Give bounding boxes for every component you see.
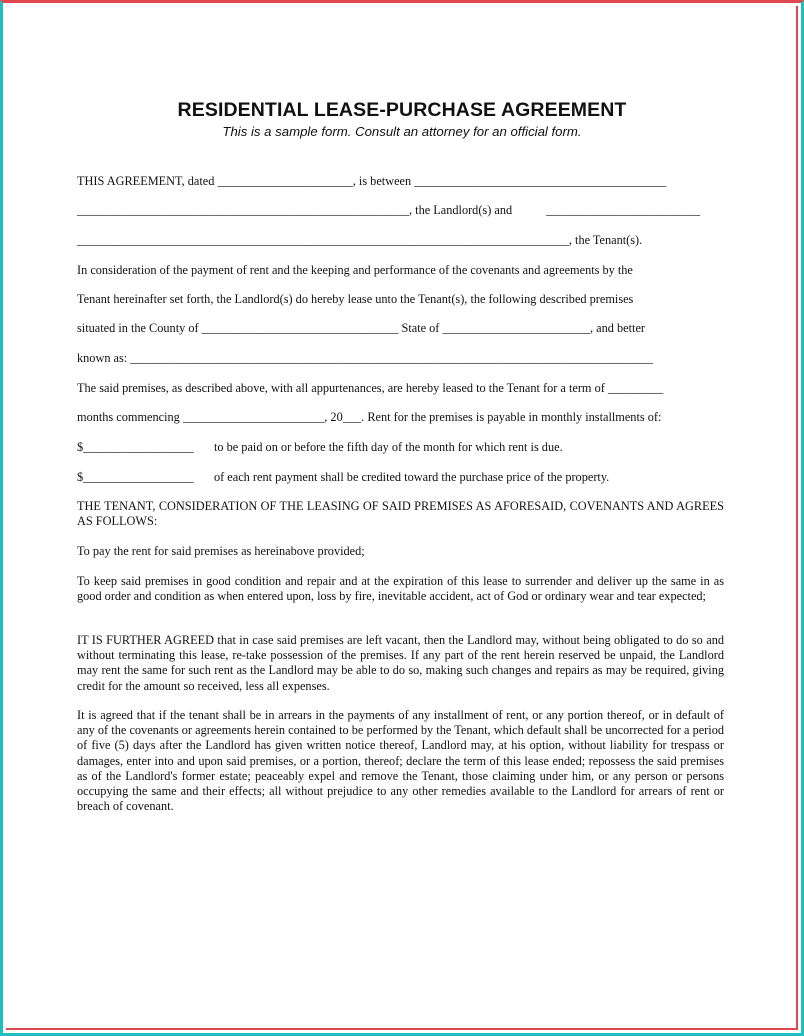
document-subtitle: This is a sample form. Consult an attorney for an official form.	[222, 124, 582, 139]
arrears-paragraph: It is agreed that if the tenant shall be in arrears in the payments of any installment of rent, or any portion thereof, or in default of any of the covenants or agreements herein contained to be performed by the Tenant, which default shall be uncorrected for a period of five (5) days after the Landlord has given written notice thereof, Landlord may, at his option, without liability for trespass or damages, enter into and upon said premises, or a portion, thereof; declare the term of this lease ended; repossess the said premises as of the Landlord's former estate; peaceably expel and remove the Tenant, those claiming under him, or any person or persons occupying the same and their effects; all without prejudice to any other remedies available to the Landlord for arrears of rent or breach of covenant.	[77, 708, 724, 814]
credit-amount-text: of each rent payment shall be credited toward the purchase price of the property.	[213, 470, 610, 484]
term-line: The said premises, as described above, with all appurtenances, are hereby leased to the Tenant for a term of _________	[77, 381, 664, 395]
landlord-line-text: ______________________________________________________, the Landlord(s) and	[77, 203, 513, 217]
landlord-line	[77, 203, 700, 218]
consideration-line-1: In consideration of the payment of rent and the keeping and performance of the covenants and agreements by the	[77, 263, 633, 277]
rent-amount-text: to be paid on or before the fifth day of the month for which rent is due.	[213, 440, 563, 454]
credit-amount-blank: $__________________	[77, 470, 194, 484]
rent-amount-blank: $__________________	[77, 440, 194, 454]
landlord-line-blank: _________________________	[546, 203, 700, 217]
keep-premises-paragraph: To keep said premises in good condition and repair and at the expiration of this lease to surrender and deliver up the same in as good order and condition as when entered upon, loss by fire, inevitable accident, act of God or ordinary wear and tear expected;	[77, 574, 724, 604]
consideration-line-2: Tenant hereinafter set forth, the Landlord(s) do hereby lease unto the Tenant(s), the following described premises	[77, 292, 634, 306]
county-state-line: situated in the County of ________________________________ State of ________________________, and better	[77, 321, 645, 335]
pay-rent-paragraph: To pay the rent for said premises as hereinabove provided;	[77, 544, 365, 558]
agreement-date-line: THIS AGREEMENT, dated ______________________, is between _________________________________________	[77, 174, 667, 188]
tenant-line: ________________________________________________________________________________, the Tenant(s).	[77, 233, 643, 247]
document-title: RESIDENTIAL LEASE-PURCHASE AGREEMENT	[177, 99, 627, 121]
rent-amount-line	[77, 440, 700, 455]
covenants-heading: THE TENANT, CONSIDERATION OF THE LEASING OF SAID PREMISES AS AFORESAID, COVENANTS AND AGREES AS FOLLOWS:	[77, 499, 724, 529]
credit-amount-line	[77, 470, 700, 485]
commencing-line: months commencing _______________________, 20___. Rent for the premises is payable in monthly installments of:	[77, 410, 662, 424]
further-agreed-paragraph: IT IS FURTHER AGREED that in case said premises are left vacant, then the Landlord may, without being obligated to do so and without terminating this lease, re-take possession of the premises. If any part of the rent herein reserved be unpaid, the Landlord may rent the same for such rent as the Landlord may be able to do so, making such changes and repairs as may be required, giving credit for the amount so received, less all expenses.	[77, 633, 724, 693]
known-as-line: known as: _____________________________________________________________________________________	[77, 351, 653, 365]
